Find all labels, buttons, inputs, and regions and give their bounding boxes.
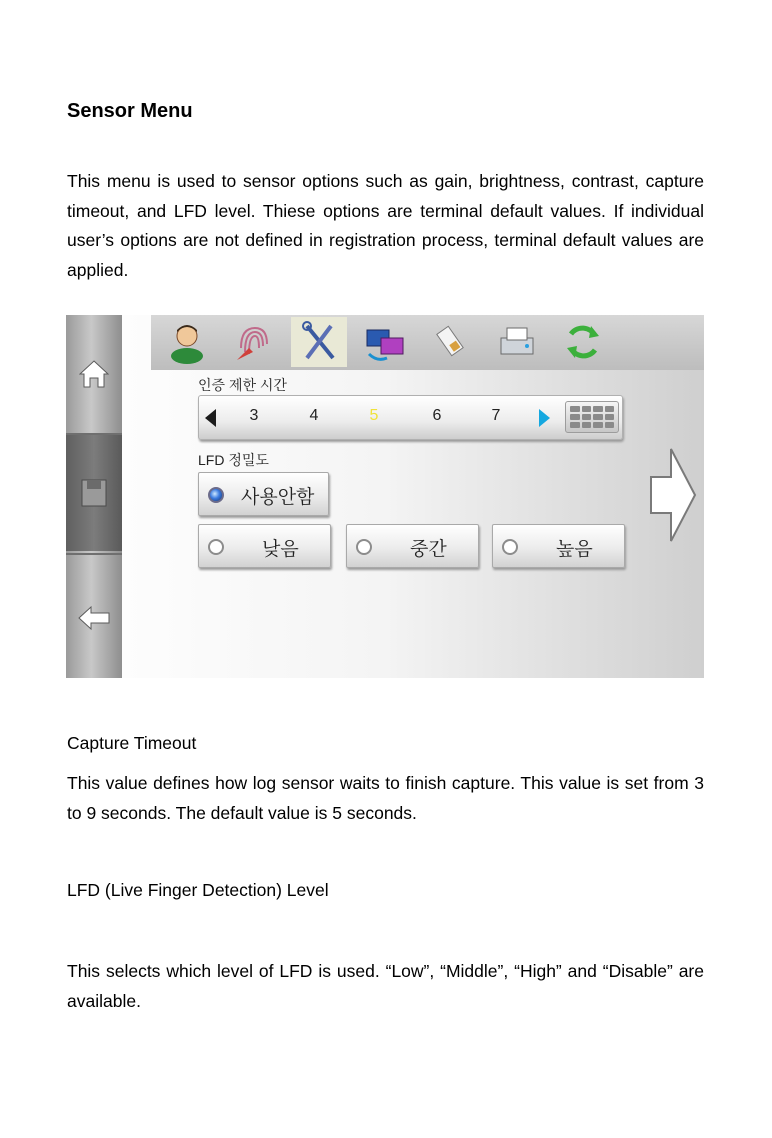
- timeout-label: 인증 제한 시간: [198, 377, 287, 393]
- lfd-option-label: 낮음: [262, 539, 299, 560]
- capture-timeout-heading: Capture Timeout: [67, 733, 197, 753]
- back-arrow-icon: [78, 605, 110, 631]
- side-nav: [66, 315, 122, 678]
- page-title: Sensor Menu: [67, 100, 193, 122]
- save-icon: [80, 478, 108, 508]
- user-icon: [167, 320, 207, 364]
- next-page-button[interactable]: [649, 447, 697, 548]
- next-arrow-icon: [649, 447, 697, 543]
- home-icon: [79, 359, 109, 389]
- timeout-decrease-arrow-icon[interactable]: [205, 409, 216, 427]
- device-menu-tab[interactable]: [489, 317, 545, 367]
- tools-icon: [299, 320, 339, 364]
- intro-paragraph: This menu is used to sensor options such as gain, brightness, contrast, capture timeout, and LFD level. Thiese options are terminal default values. If individual user’s options are not defined in registration process, terminal default values are applied.: [67, 171, 704, 280]
- lfd-option-low[interactable]: [198, 524, 331, 568]
- lfd-option-middle[interactable]: [346, 524, 479, 568]
- timeout-value-selected[interactable]: 5: [369, 407, 379, 424]
- network-icon: [363, 320, 407, 364]
- radio-icon: [356, 539, 372, 555]
- top-menu-bar: [151, 315, 704, 370]
- home-button[interactable]: [66, 315, 122, 435]
- fingerprint-menu-tab[interactable]: [225, 317, 281, 367]
- back-button[interactable]: [66, 553, 122, 678]
- network-menu-tab[interactable]: [357, 317, 413, 367]
- lfd-heading: LFD (Live Finger Detection) Level: [67, 880, 329, 900]
- lfd-option-label: 사용안함: [241, 487, 315, 508]
- radio-selected-icon: [208, 487, 224, 503]
- timeout-value[interactable]: 7: [491, 407, 501, 424]
- printer-icon: [495, 320, 539, 364]
- timeout-increase-arrow-icon[interactable]: [539, 409, 550, 427]
- lfd-label: LFD 정밀도: [198, 452, 269, 468]
- settings-menu-tab[interactable]: [291, 317, 347, 367]
- usb-icon: [431, 320, 471, 364]
- refresh-icon: [561, 320, 605, 364]
- capture-timeout-paragraph: This value defines how log sensor waits to finish capture. This value is set from 3 to 9 seconds. The default value is 5 seconds.: [67, 773, 704, 823]
- timeout-value[interactable]: 3: [249, 407, 259, 424]
- timeout-value[interactable]: 6: [432, 407, 442, 424]
- timeout-selector: [198, 395, 623, 440]
- refresh-menu-tab[interactable]: [555, 317, 611, 367]
- lfd-option-disable[interactable]: [198, 472, 329, 516]
- timeout-value[interactable]: 4: [309, 407, 319, 424]
- user-menu-tab[interactable]: [159, 317, 215, 367]
- radio-icon: [502, 539, 518, 555]
- keypad-button[interactable]: [565, 401, 619, 433]
- lfd-option-label: 높음: [556, 539, 593, 560]
- fingerprint-icon: [233, 320, 273, 364]
- lfd-paragraph: This selects which level of LFD is used. “Low”, “Middle”, “High” and “Disable” are available.: [67, 961, 704, 1011]
- lfd-option-high[interactable]: [492, 524, 625, 568]
- save-button[interactable]: [66, 435, 122, 551]
- lfd-option-label: 중간: [410, 539, 447, 560]
- usb-menu-tab[interactable]: [423, 317, 479, 367]
- sensor-menu-screenshot: [66, 315, 704, 678]
- radio-icon: [208, 539, 224, 555]
